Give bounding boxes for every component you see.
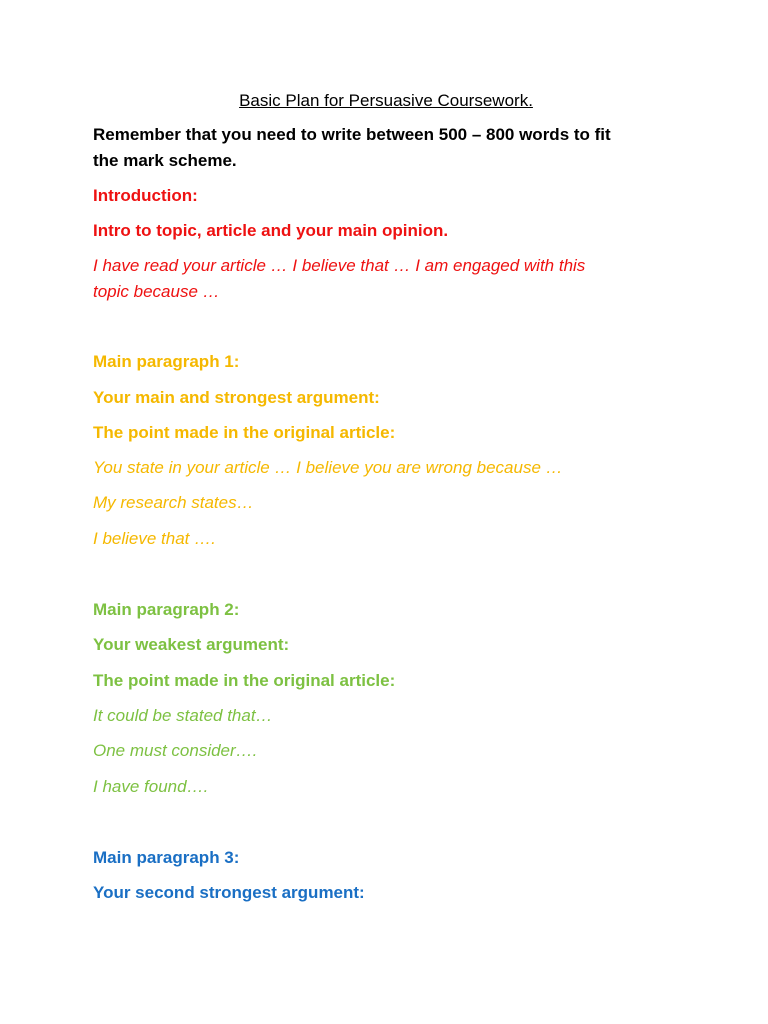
introduction-example-line-1: I have read your article … I believe that … I am engaged with this <box>93 256 586 275</box>
reminder-line-1: Remember that you need to write between 500 – 800 words to fit <box>93 125 611 144</box>
main-paragraph-1-point: The point made in the original article: <box>93 423 396 442</box>
main-paragraph-2-heading: Main paragraph 2: <box>93 600 240 619</box>
main-paragraph-1-argument: Your main and strongest argument: <box>93 388 380 407</box>
main-paragraph-2-point: The point made in the original article: <box>93 671 396 690</box>
main-paragraph-2-example-1: It could be stated that… <box>93 706 273 725</box>
main-paragraph-2-example-2: One must consider…. <box>93 741 258 760</box>
introduction-subheading: Intro to topic, article and your main opinion. <box>93 221 449 240</box>
main-paragraph-1-heading: Main paragraph 1: <box>93 352 240 371</box>
main-paragraph-2-example-3: I have found…. <box>93 777 209 796</box>
main-paragraph-1-example-1: You state in your article … I believe you are wrong because … <box>93 458 563 477</box>
reminder-line-2: the mark scheme. <box>93 151 237 170</box>
main-paragraph-1-example-3: I believe that …. <box>93 529 216 548</box>
main-paragraph-1-example-2: My research states… <box>93 493 254 512</box>
introduction-example-line-2: topic because … <box>93 282 220 301</box>
page-title: Basic Plan for Persuasive Coursework. <box>239 91 533 110</box>
main-paragraph-3-heading: Main paragraph 3: <box>93 848 240 867</box>
introduction-heading: Introduction: <box>93 186 198 205</box>
main-paragraph-3-argument: Your second strongest argument: <box>93 883 365 902</box>
main-paragraph-2-argument: Your weakest argument: <box>93 635 290 654</box>
